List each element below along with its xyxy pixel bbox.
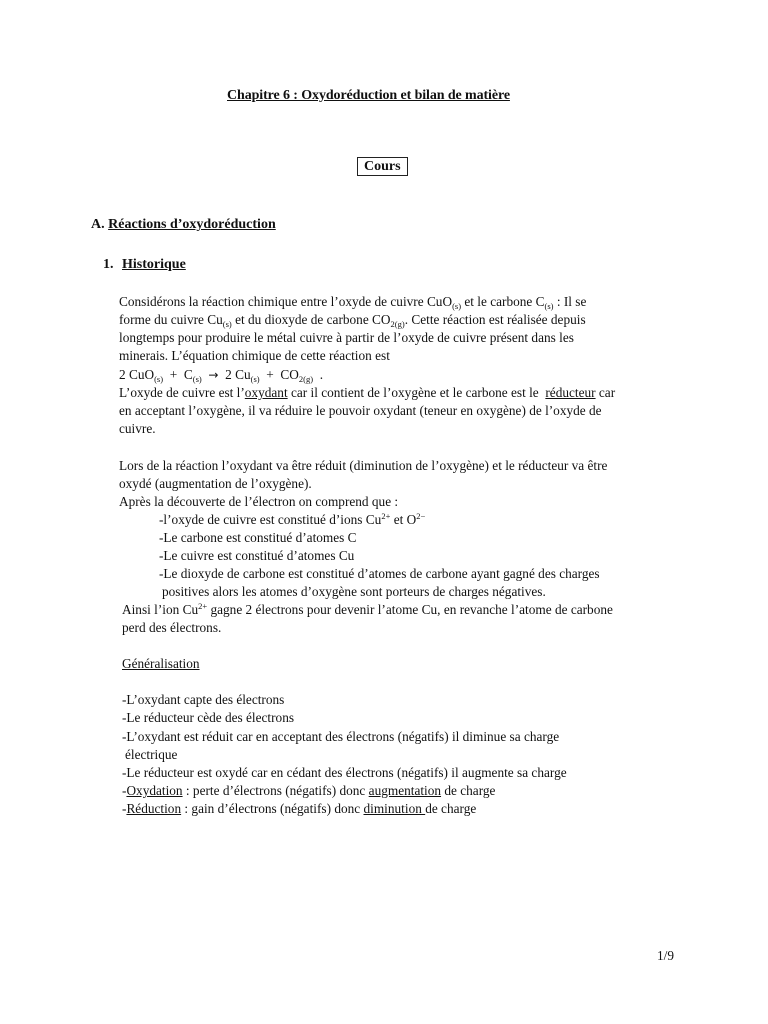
text-fragment: et du dioxyde de carbone CO (235, 312, 391, 327)
state-subscript: (s) (192, 374, 202, 384)
subsection-historique-heading (103, 256, 186, 274)
charge-superscript: 2+ (198, 601, 208, 611)
chemical-equation (119, 366, 323, 384)
bullet-dioxyde-line-1: -Le dioxyde de carbone est constitué d’atomes de carbone ayant gagné des charges (159, 566, 600, 581)
bullet-cuivre: -Le cuivre est constitué d’atomes Cu (159, 548, 355, 563)
text-fragment: : Il se (556, 294, 587, 309)
historique-line-4: minerais. L’équation chimique de cette réaction est (119, 348, 390, 363)
text-fragment: gagne 2 électrons pour devenir l’atome Cu, en revanche l’atome de carbone (210, 602, 613, 617)
historique-line-3: longtemps pour produire le métal cuivre à partir de l’oxyde de cuivre présent dans les (119, 330, 574, 345)
text-fragment: : perte d’électrons (négatifs) donc (182, 783, 369, 798)
bullet-oxyde-cuivre (159, 511, 425, 529)
oxydant-definition-line-3: cuivre. (119, 421, 156, 436)
text-fragment: car (598, 385, 616, 400)
historique-line-1 (119, 293, 586, 311)
product-cu: 2 Cu (225, 367, 251, 382)
electron-intro-line: Après la découverte de l’électron on comprend que : (119, 494, 399, 509)
cours-label: Cours (357, 157, 408, 176)
text-fragment: car il contient de l’oxygène et le carbone est le (290, 385, 539, 400)
reaction-explanation-line-1: Lors de la réaction l’oxydant va être réduit (diminution de l’oxygène) et le réducteur va être (119, 458, 608, 473)
text-fragment: forme du cuivre Cu (119, 312, 223, 327)
text-fragment: L’oxyde de cuivre est l’ (119, 385, 245, 400)
bullet-carbone: -Le carbone est constitué d’atomes C (159, 530, 357, 545)
text-fragment: Ainsi l’ion Cu (122, 602, 199, 617)
oxydant-definition-line-1 (119, 384, 615, 402)
historique-line-2 (119, 311, 586, 329)
term-oxydation: Oxydation (126, 783, 183, 798)
term-reducteur: réducteur (545, 385, 596, 400)
text-fragment: : gain d’électrons (négatifs) donc (181, 801, 364, 816)
reactant-cuo: 2 CuO (119, 367, 155, 382)
generalisation-item-reducteur-oxyde: -Le réducteur est oxydé car en cédant des électrons (négatifs) il augmente sa charge (122, 765, 567, 780)
plus-sign: + (169, 367, 178, 382)
generalisation-item-reduction (122, 800, 476, 818)
reaction-explanation-line-2: oxydé (augmentation de l’oxygène). (119, 476, 312, 491)
charge-superscript: 2+ (381, 511, 391, 521)
section-a-prefix: A. (91, 217, 105, 232)
oxydant-definition-line-2: en acceptant l’oxygène, il va réduire le pouvoir oxydant (teneur en oxygène) de l’oxyde de (119, 403, 602, 418)
state-subscript: (g) (303, 374, 314, 384)
term-diminution: diminution (363, 801, 426, 816)
term-reduction: Réduction (126, 801, 182, 816)
index-subscript: 2 (298, 374, 304, 384)
text-fragment: -l’oxyde de cuivre est constitué d’ions Cu (159, 512, 382, 527)
state-subscript: (s) (452, 301, 462, 311)
state-subscript: (s) (250, 374, 260, 384)
equation-period: . (319, 367, 324, 382)
state-subscript: (s) (544, 301, 554, 311)
state-subscript: (g) (394, 319, 405, 329)
text-fragment: et le carbone C (464, 294, 545, 309)
generalisation-title: Généralisation (122, 656, 200, 671)
section-a-title: Réactions d’oxydoréduction (108, 217, 276, 232)
charge-superscript: 2− (416, 511, 426, 521)
text-fragment: - (122, 783, 127, 798)
ion-conclusion-line-1 (122, 601, 613, 619)
ion-conclusion-line-2: perd des électrons. (122, 620, 222, 635)
text-fragment: et O (393, 512, 417, 527)
text-fragment: . Cette réaction est réalisée depuis (404, 312, 586, 327)
generalisation-item-oxydant-reduit-line-2: électrique (125, 747, 178, 762)
state-subscript: (s) (154, 374, 164, 384)
section-a-heading (91, 216, 276, 234)
text-fragment: de charge (441, 783, 496, 798)
generalisation-item-reducteur: -Le réducteur cède des électrons (122, 710, 295, 725)
reaction-arrow-icon: → (208, 368, 219, 382)
generalisation-item-oxydation (122, 782, 495, 800)
text-fragment: de charge (425, 801, 477, 816)
generalisation-item-oxydant: -L’oxydant capte des électrons (122, 692, 285, 707)
subsection-title: Historique (122, 257, 186, 272)
reactant-c: C (183, 367, 193, 382)
generalisation-item-oxydant-reduit-line-1: -L’oxydant est réduit car en acceptant des électrons (négatifs) il diminue sa charge (122, 729, 560, 744)
product-co2: CO (280, 367, 299, 382)
text-fragment: - (122, 801, 127, 816)
term-augmentation: augmentation (368, 783, 442, 798)
state-subscript: (s) (222, 319, 232, 329)
subsection-number: 1. (103, 257, 114, 272)
text-fragment: Considérons la réaction chimique entre l’oxyde de cuivre CuO (119, 294, 453, 309)
index-subscript: 2 (390, 319, 395, 329)
plus-sign: + (266, 367, 274, 382)
term-oxydant: oxydant (244, 385, 288, 400)
bullet-dioxyde-line-2: positives alors les atomes d’oxygène sont porteurs de charges négatives. (162, 584, 546, 599)
page-number: 1/9 (657, 948, 674, 963)
chapter-title: Chapitre 6 : Oxydoréduction et bilan de matière (227, 88, 510, 103)
